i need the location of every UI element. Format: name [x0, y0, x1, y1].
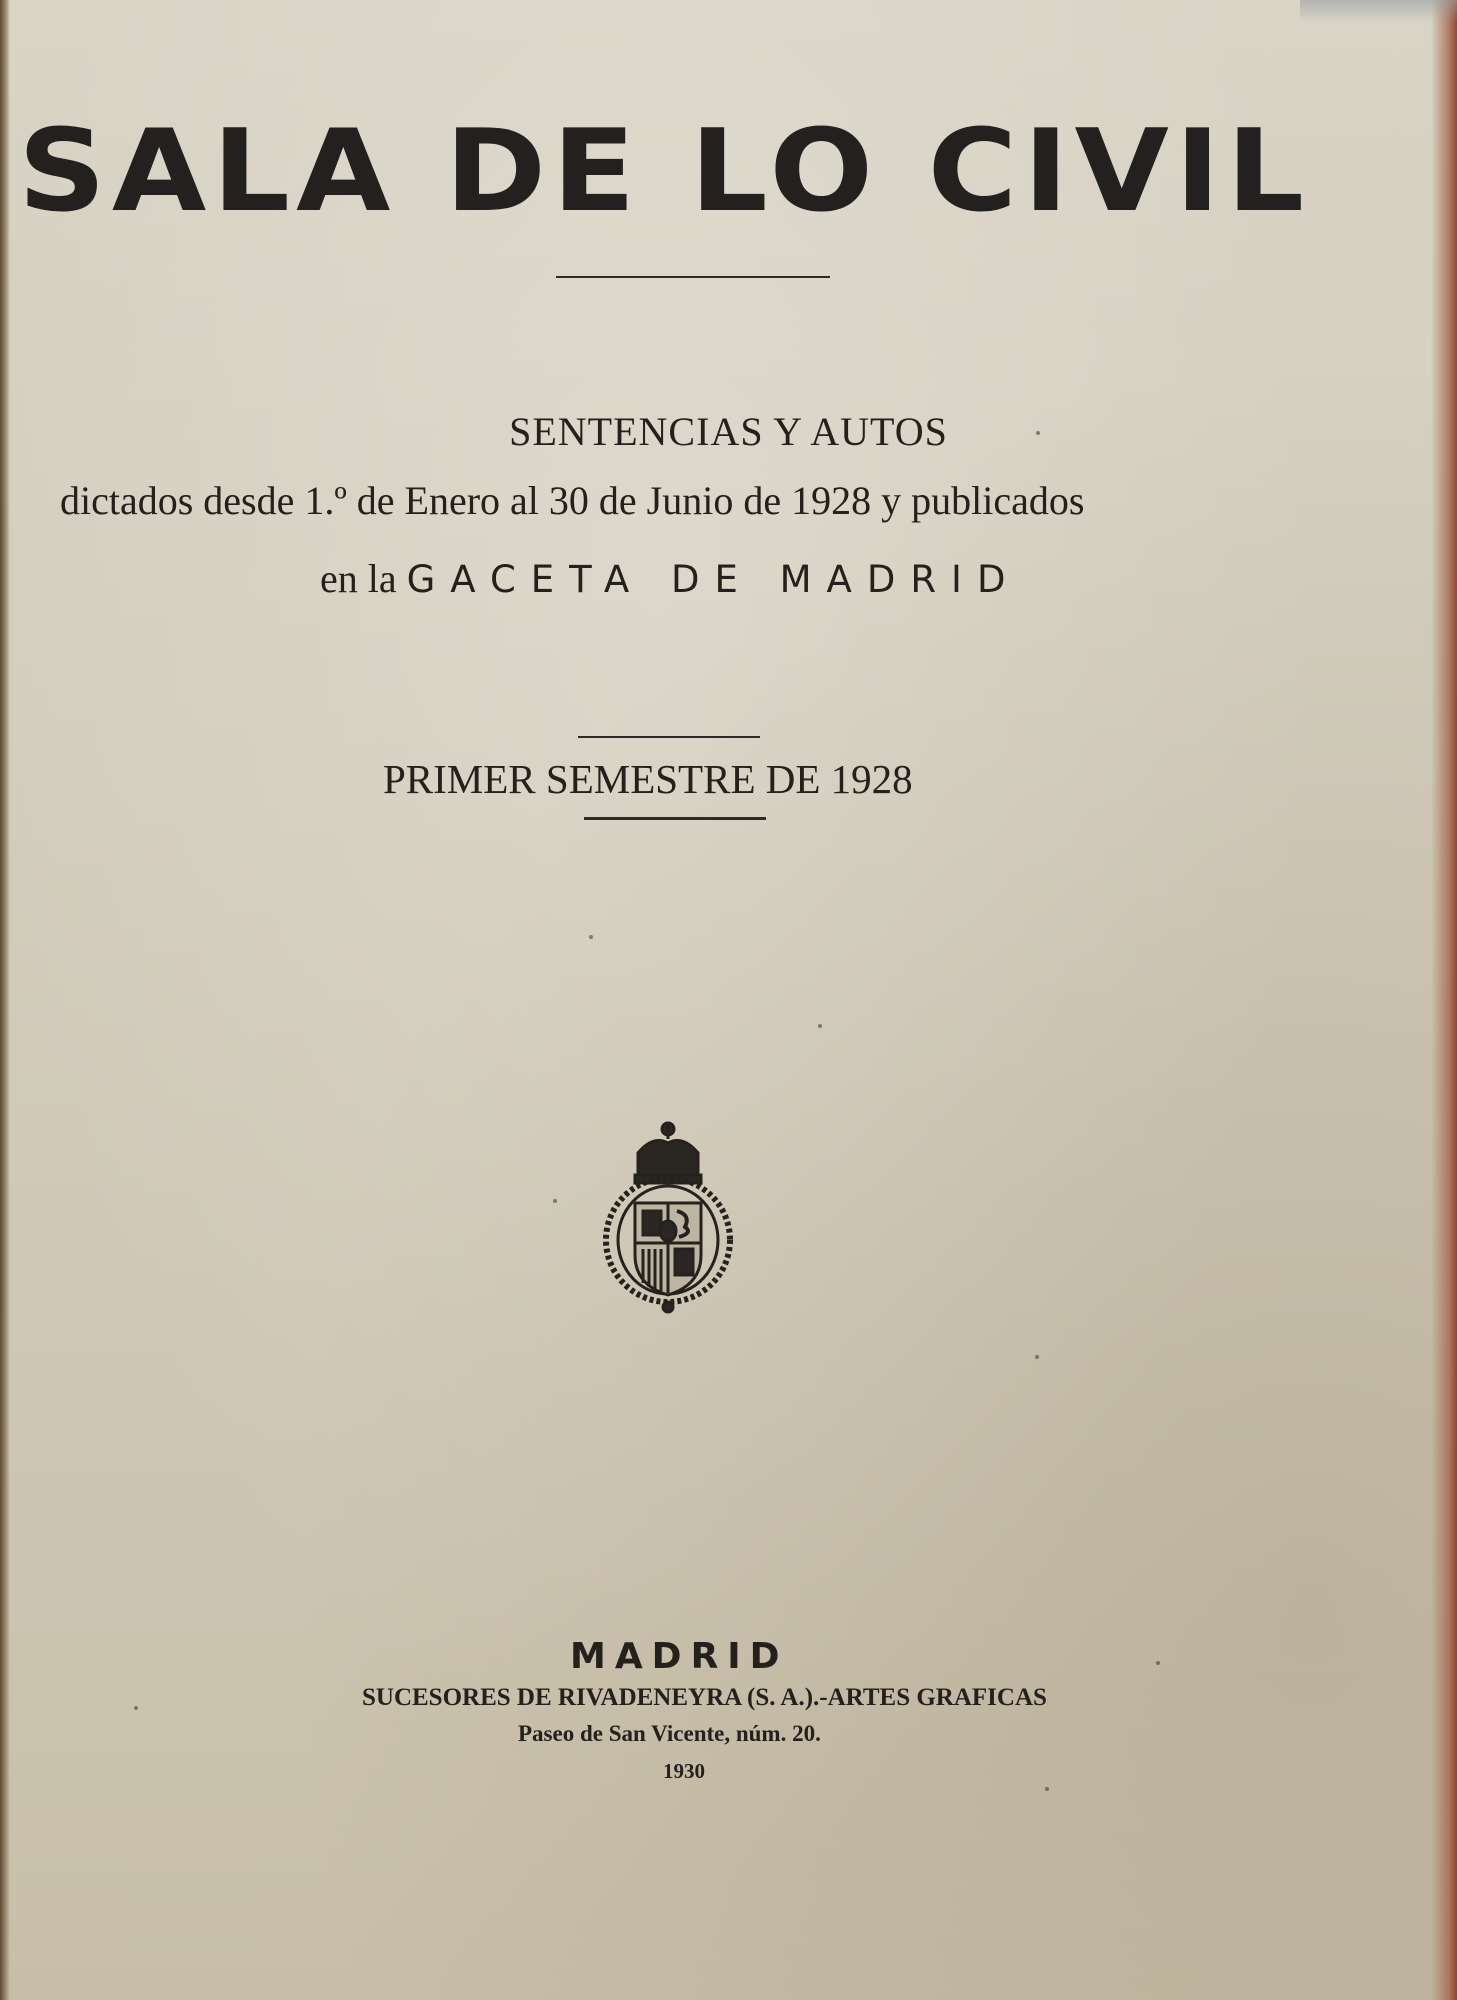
imprint-address: Paseo de San Vicente, núm. 20.	[518, 1721, 821, 1746]
page-edge-right	[1431, 0, 1457, 2000]
paper-speck	[1045, 1787, 1049, 1791]
page-edge-top	[1300, 0, 1457, 22]
subtitle: SENTENCIAS Y AUTOS	[509, 409, 948, 454]
semester-rule-bottom	[584, 817, 766, 820]
description-line-2	[320, 555, 1120, 602]
main-title: SALA DE LO CIVIL	[18, 105, 1311, 238]
paper-speck	[589, 935, 593, 939]
imprint-year: 1930	[663, 1759, 705, 1783]
title-rule	[556, 276, 830, 278]
paper-speck	[1036, 431, 1040, 435]
royal-coat-of-arms-icon	[593, 1115, 743, 1315]
semester-rule-top	[578, 736, 760, 738]
paper-speck	[553, 1199, 557, 1203]
imprint-city: MADRID	[570, 1636, 789, 1677]
description-line-1: dictados desde 1.º de Enero al 30 de Junio de 1928 y publicados	[60, 478, 1085, 523]
gazette-name: GACETA DE MADRID	[406, 558, 1021, 601]
imprint-printer: SUCESORES DE RIVADENEYRA (S. A.).-ARTES GRAFICAS	[362, 1684, 1047, 1711]
description-prefix: en la	[320, 556, 397, 601]
semester-title: PRIMER SEMESTRE DE 1928	[383, 756, 913, 802]
paper-speck	[134, 1706, 138, 1710]
paper-speck	[818, 1024, 822, 1028]
page-edge-left	[0, 0, 10, 2000]
paper-speck	[1035, 1355, 1039, 1359]
paper-speck	[1156, 1661, 1160, 1665]
